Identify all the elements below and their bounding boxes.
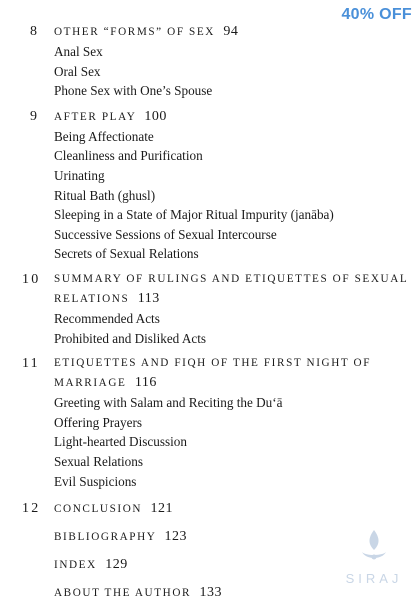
chapter-11 [0,354,420,491]
chapter-page: 133 [199,585,222,601]
chapter-heading-continued [0,373,420,393]
list-item: Oral Sex [54,63,101,79]
chapter-title-line2: MARRIAGE [54,377,127,390]
chapter-page: 100 [144,108,167,124]
logo-text: SIRAJ [345,571,403,586]
chapter-number: 9 [30,108,38,124]
table-of-contents [0,22,420,607]
chapter-number: 11 [22,356,40,372]
chapter-number: 10 [22,271,41,287]
list-item: Light-hearted Discussion [54,434,187,450]
chapter-page: 113 [137,290,160,306]
list-item: Greeting with Salam and Reciting the Du‘ā [54,395,283,411]
siraj-logo [342,524,406,586]
chapter-page: 94 [223,24,239,39]
list-item: Urinating [54,167,105,183]
discount-badge: 40% OFF [341,6,412,23]
list-item: Evil Suspicions [54,473,137,489]
chapter-title: OTHER “FORMS” OF SEX [54,26,215,38]
chapter-title: SUMMARY OF RULINGS AND ETIQUETTES OF SEXUAL [54,272,409,285]
list-item: Anal Sex [54,44,103,59]
chapter-title-line2: RELATIONS [54,292,130,305]
chapter-heading [0,354,420,373]
list-item: Offering Prayers [54,414,143,430]
chapter-page: 129 [105,557,128,573]
chapter-number: 12 [22,501,41,517]
list-item: Cleanliness and Purification [54,148,203,164]
chapter-heading [0,499,420,519]
chapter-heading [0,270,420,289]
chapter-title: ETIQUETTES AND FIQH OF THE FIRST NIGHT OF [54,357,372,370]
list-item: Successive Sessions of Sexual Intercourse [54,226,277,242]
crescent-flame-icon [354,524,394,564]
list-item: Recommended Acts [54,310,160,326]
chapter-10 [0,270,420,348]
chapter-heading-continued [0,289,420,309]
chapter-number: 8 [30,24,38,39]
chapter-page: 121 [150,501,174,517]
chapter-page: 116 [134,375,157,391]
about-author-entry [0,583,420,603]
chapter-heading [0,22,420,42]
list-item: Being Affectionate [54,128,154,144]
chapter-9 [0,107,420,264]
list-item: Ritual Bath (ghusl) [54,187,156,203]
chapter-title: BIBLIOGRAPHY [54,531,157,544]
list-item: Phone Sex with One’s Spouse [54,83,213,99]
chapter-8 [0,22,420,101]
chapter-title: AFTER PLAY [54,110,136,123]
chapter-heading [0,107,420,127]
chapter-title: CONCLUSION [54,503,143,516]
list-item: Sexual Relations [54,453,144,469]
chapter-title: ABOUT THE AUTHOR [54,587,192,600]
chapter-title: INDEX [54,559,97,572]
chapter-12 [0,499,420,519]
list-item: Prohibited and Disliked Acts [54,330,207,346]
list-item: Secrets of Sexual Relations [54,246,199,262]
list-item: Sleeping in a State of Major Ritual Impurity (janāba) [54,207,334,223]
chapter-page: 123 [164,529,187,545]
